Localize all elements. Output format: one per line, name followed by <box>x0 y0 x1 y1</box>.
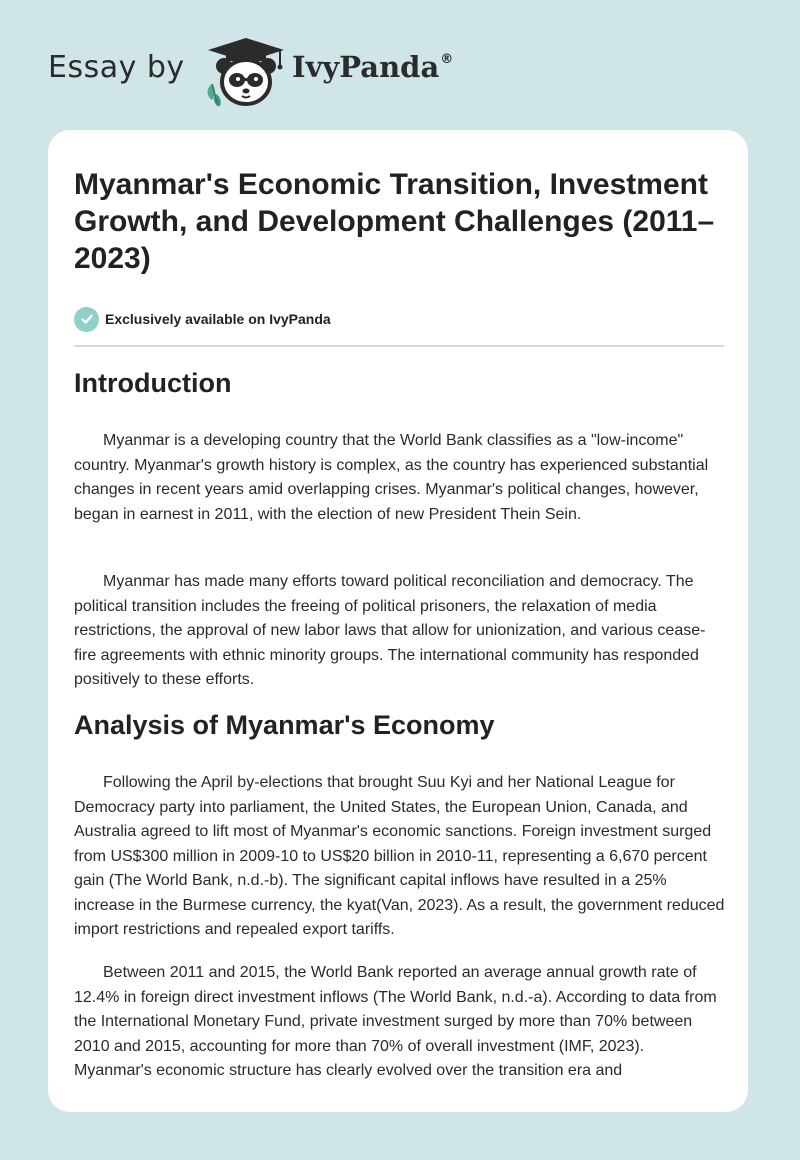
paragraph: Myanmar is a developing country that the World Bank classifies as a "low-income" country. Myanmar's growth history is complex, as the country has experienced substantial changes in recent years amid overlapping crises. Myanmar's political changes, however, began in earnest in 2011, with the election of new President Thein Sein. <box>74 432 709 523</box>
check-icon <box>74 307 99 332</box>
paragraph: Between 2011 and 2015, the World Bank reported an average annual growth rate of 12.4% in foreign direct investment inflows (The World Bank, n.d.-a). According to data from the International Monetary Fund, private investment surged by more than 70% between 2010 and 2015, accounting for more than 70% of overall investment (IMF, 2023). Myanmar's economic structure has clearly evolved over the transition era and <box>74 964 717 1079</box>
panda-graduate-icon <box>202 36 286 108</box>
registered-mark: ® <box>440 52 454 67</box>
section-heading-analysis: Analysis of Myanmar's Economy <box>74 710 495 740</box>
section-heading-introduction: Introduction <box>74 368 232 398</box>
divider <box>74 345 724 347</box>
paragraph: Following the April by-elections that brought Suu Kyi and her National League for Democracy party into parliament, the United States, the European Union, Canada, and Australia agreed to lift most of Myanmar's economic sanctions. Foreign investment surged from US$300 million in 2009-10 to US$20 billion in 2010-11, representing a 6,670 percent gain (The World Bank, n.d.-b). The significant capital inflows have resulted in a 25% increase in the Burmese currency, the kyat(Van, 2023). As a result, the government reduced import restrictions and repealed export tariffs. <box>74 774 725 938</box>
exclusive-label: Exclusively available on IvyPanda <box>105 311 331 327</box>
page-title: Myanmar's Economic Transition, Investment Growth, and Development Challenges (2011–2023) <box>74 168 715 275</box>
brand-logo-text: IvyPanda® <box>292 50 454 84</box>
exclusive-badge <box>74 306 331 332</box>
site-header <box>0 0 800 130</box>
paragraph: Myanmar has made many efforts toward political reconciliation and democracy. The political transition includes the freeing of political prisoners, the relaxation of media restrictions, the approval of new labor laws that allow for unionization, and various cease-fire agreements with ethnic minority groups. The international community has responded positively to these efforts. <box>74 573 706 688</box>
essay-by-label: Essay by <box>48 50 185 85</box>
essay-card <box>48 130 748 1112</box>
